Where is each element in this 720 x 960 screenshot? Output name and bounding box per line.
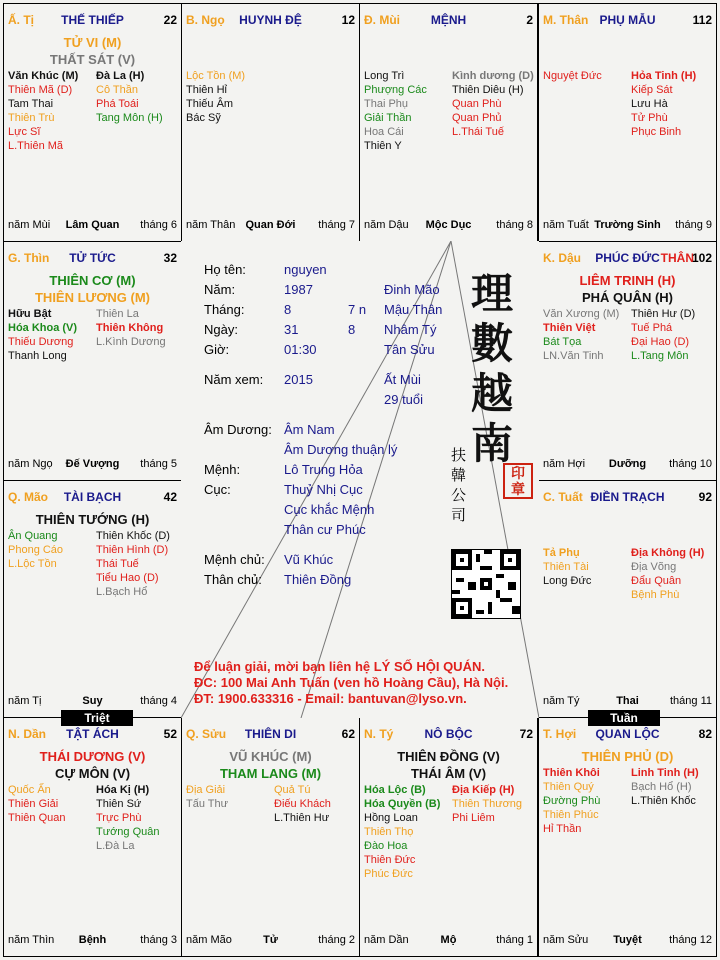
main-star: THÁI DƯƠNG (V) xyxy=(39,749,146,764)
triet-badge: Triệt xyxy=(61,710,133,726)
minor-star: Nguyệt Đức xyxy=(543,70,602,82)
minor-star: Bạch Hổ (H) xyxy=(631,781,692,793)
palace-month: tháng 1 xyxy=(496,934,533,946)
minor-star: Đại Hao (D) xyxy=(631,336,690,348)
palace-number: 12 xyxy=(341,13,355,27)
palace-year: năm Tuất xyxy=(543,219,589,231)
palace-month: tháng 5 xyxy=(140,458,177,470)
minor-star: L.Bạch Hổ xyxy=(96,586,148,598)
amduong-relation: Âm Dương thuận lý xyxy=(284,442,398,457)
palace-number: 82 xyxy=(698,727,712,741)
palace-footer xyxy=(8,695,177,709)
minor-star: Ân Quang xyxy=(8,530,58,542)
palace-stage: Trường Sinh xyxy=(594,219,661,231)
minor-star: Thiên Hình (D) xyxy=(96,544,169,556)
palace-header xyxy=(364,727,533,743)
minor-star: Đà La (H) xyxy=(96,70,145,82)
palace-number: 2 xyxy=(526,13,533,27)
palace-stage: Tử xyxy=(263,934,278,946)
palace-footer xyxy=(364,219,533,233)
palace-header xyxy=(8,490,177,506)
than-marker: THÂN xyxy=(660,251,694,265)
main-star: THAM LANG (M) xyxy=(219,766,322,781)
than-chu-label: Thân chủ: xyxy=(204,572,262,587)
minor-star: Thiên Tài xyxy=(543,561,589,573)
palace-stage: Tuyệt xyxy=(613,934,642,946)
palace-number: 52 xyxy=(163,727,177,741)
main-star: LIÊM TRINH (H) xyxy=(579,273,676,288)
minor-star: Kình dương (D) xyxy=(452,70,534,82)
main-stars xyxy=(182,748,359,782)
palace-title: TÀI BẠCH xyxy=(63,490,122,504)
main-star: THIÊN TƯỚNG (H) xyxy=(35,512,150,527)
main-star: TỬ VI (M) xyxy=(63,35,122,50)
minor-star: Quốc Ấn xyxy=(8,784,51,796)
month-value: 8 xyxy=(284,302,292,317)
main-stars xyxy=(4,748,181,782)
cuc-value: Thuỷ Nhị Cục xyxy=(284,482,363,497)
minor-star: Bác Sỹ xyxy=(186,112,221,124)
palace-title: NÔ BỘC xyxy=(424,727,473,741)
palace-branch: T. Hợi xyxy=(543,727,577,741)
palace-header xyxy=(543,490,712,506)
palace-branch: B. Ngọ xyxy=(186,13,225,27)
palace-stage: Dưỡng xyxy=(608,458,647,470)
minor-star: Tả Phụ xyxy=(543,547,580,559)
palace-branch: Q. Sửu xyxy=(186,727,227,741)
menh-chu-value: Vũ Khúc xyxy=(284,552,334,567)
palace-title: ĐIỀN TRẠCH xyxy=(590,490,665,504)
minor-star: Thiên Thương xyxy=(452,798,523,810)
palace-branch: M. Thân xyxy=(543,13,589,27)
minor-star: Phúc Đức xyxy=(364,868,413,880)
small-calligraphy: 扶 韓 公 司 xyxy=(451,447,467,524)
qr-code[interactable] xyxy=(451,549,521,619)
minor-star: Thiên Quý xyxy=(543,781,594,793)
contact-line-1: Để luận giải, mời bạn liên hệ LÝ SỐ HỘI QUÁN. xyxy=(194,659,485,674)
palace-title: MỆNH xyxy=(430,13,467,27)
amduong-value: Âm Nam xyxy=(284,422,335,437)
minor-star: Quả Tú xyxy=(274,784,311,796)
minor-star: L.Thái Tuế xyxy=(452,126,504,138)
minor-star: Hoa Cái xyxy=(364,126,404,138)
palace-stage: Đế Vượng xyxy=(65,458,120,470)
minor-star: Thiên Không xyxy=(96,322,164,334)
palace-title: PHỤ MẪU xyxy=(599,13,656,27)
palace-than[interactable] xyxy=(538,3,717,242)
palace-header xyxy=(543,727,712,743)
minor-star: Tuế Phá xyxy=(631,322,673,334)
menh-value: Lô Trung Hỏa xyxy=(284,462,363,477)
minor-star: Hóa Lộc (B) xyxy=(364,784,426,796)
minor-star: L.Tang Môn xyxy=(631,350,689,362)
palace-mui[interactable] xyxy=(359,3,538,242)
minor-star: Tiểu Hao (D) xyxy=(96,572,159,584)
palace-title: THIÊN DI xyxy=(244,727,297,741)
minor-star: Thiên Phúc xyxy=(543,809,599,821)
main-stars xyxy=(4,34,181,68)
than-position: Thân cư Phúc xyxy=(284,522,366,537)
year-label: Năm: xyxy=(204,282,236,297)
minor-star: Thiên Y xyxy=(364,140,402,152)
main-star: PHÁ QUÂN (H) xyxy=(582,290,673,305)
palace-footer xyxy=(543,934,712,948)
minor-star: Bát Tọa xyxy=(543,336,582,348)
calligraphy-char-2: 數 xyxy=(471,319,514,368)
name-value: nguyen xyxy=(284,262,327,277)
left-stars xyxy=(8,307,77,363)
minor-star: Thiên Trù xyxy=(8,112,55,124)
palace-year: năm Dần xyxy=(364,934,409,946)
palace-stage: Quan Đới xyxy=(245,219,296,231)
minor-star: Phá Toái xyxy=(96,98,139,110)
minor-star: Phi Liêm xyxy=(452,812,495,824)
minor-star: Đẩu Quân xyxy=(631,575,682,587)
palace-branch: Ấ. Tị xyxy=(8,13,34,27)
palace-suu[interactable] xyxy=(181,717,360,957)
palace-stage: Suy xyxy=(82,695,103,707)
view-year-can: Ất Mùi xyxy=(384,372,421,387)
palace-year: năm Dậu xyxy=(364,219,409,231)
minor-star: Bệnh Phù xyxy=(631,589,680,601)
minor-star: Đường Phù xyxy=(543,795,601,807)
minor-star: L.Thiên Mã xyxy=(8,140,64,152)
main-star: THÁI ÂM (V) xyxy=(410,766,487,781)
minor-star: Thiên Sứ xyxy=(96,798,142,810)
minor-star: Thiếu Dương xyxy=(8,336,74,348)
right-stars xyxy=(452,783,522,825)
palace-footer xyxy=(364,934,533,948)
minor-star: Địa Kiếp (H) xyxy=(452,784,515,796)
minor-star: Thiên Việt xyxy=(543,322,596,334)
left-stars xyxy=(543,307,619,363)
day-value: 31 xyxy=(284,322,299,337)
left-stars xyxy=(543,546,591,588)
menh-label: Mệnh: xyxy=(204,462,241,477)
minor-star: Hữu Bật xyxy=(8,308,52,320)
palace-month: tháng 10 xyxy=(669,458,712,470)
minor-star: Địa Võng xyxy=(631,561,677,573)
cuc-relation: Cục khắc Mệnh xyxy=(284,502,375,517)
main-star: THIÊN PHỦ (D) xyxy=(581,749,674,764)
contact-line-2: ĐC: 100 Mai Anh Tuấn (ven hồ Hoàng Cầu), Hà Nội. xyxy=(194,675,509,690)
calligraphy-char-3: 越 xyxy=(471,369,514,418)
minor-star: Tam Thai xyxy=(8,98,54,110)
palace-footer xyxy=(543,219,712,233)
palace-header xyxy=(8,251,177,267)
left-stars xyxy=(8,69,78,153)
minor-star: Quan Phủ xyxy=(452,112,502,124)
right-stars xyxy=(96,307,166,349)
palace-footer xyxy=(8,934,177,948)
right-stars xyxy=(96,69,163,125)
minor-star: Lộc Tồn (M) xyxy=(186,70,246,82)
minor-star: Linh Tinh (H) xyxy=(631,767,699,779)
palace-stage: Lâm Quan xyxy=(65,219,120,231)
palace-footer xyxy=(543,458,712,472)
view-year-value: 2015 xyxy=(284,372,313,387)
view-year-label: Năm xem: xyxy=(204,372,264,387)
main-star: THIÊN CƠ (M) xyxy=(49,273,136,288)
minor-star: Tấu Thư xyxy=(186,798,229,810)
palace-number: 102 xyxy=(691,251,712,265)
hour-label: Giờ: xyxy=(204,342,230,357)
main-star: CỰ MÔN (V) xyxy=(54,766,131,781)
palace-ti[interactable] xyxy=(3,3,182,242)
palace-branch: K. Dậu xyxy=(543,251,582,265)
right-stars xyxy=(96,529,170,599)
minor-star: Điếu Khách xyxy=(274,798,331,810)
minor-star: Tang Môn (H) xyxy=(96,112,163,124)
amduong-label: Âm Dương: xyxy=(204,422,272,437)
palace-branch: Q. Mão xyxy=(8,490,49,504)
palace-stage: Thai xyxy=(616,695,639,707)
palace-month: tháng 3 xyxy=(140,934,177,946)
minor-star: Long Đức xyxy=(543,575,592,587)
red-seal-stamp: 印 章 xyxy=(503,463,533,499)
contact-line-3: ĐT: 1900.633316 - Email: bantuvan@lyso.vn. xyxy=(194,691,467,706)
than-chu-value: Thiên Đồng xyxy=(284,572,352,587)
main-star: THIÊN LƯƠNG (M) xyxy=(34,290,151,305)
age-value: 29 tuổi xyxy=(384,392,424,407)
palace-branch: G. Thìn xyxy=(8,251,50,265)
hour-can: Tân Sửu xyxy=(384,342,435,357)
palace-number: 22 xyxy=(163,13,177,27)
minor-star: Giải Thần xyxy=(364,112,412,124)
palace-month: tháng 8 xyxy=(496,219,533,231)
palace-year: năm Ngọ xyxy=(8,458,53,470)
minor-star: Thiên Mã (D) xyxy=(8,84,73,96)
right-stars xyxy=(631,546,704,602)
left-stars xyxy=(543,766,600,836)
left-stars xyxy=(186,783,228,811)
minor-star: L.Đà La xyxy=(96,840,135,852)
palace-number: 72 xyxy=(519,727,533,741)
main-stars xyxy=(360,748,537,782)
calligraphy-char-4: 南 xyxy=(471,419,514,468)
minor-star: Thiên Hỉ xyxy=(186,84,227,96)
minor-star: Phong Cáo xyxy=(8,544,64,556)
minor-star: Long Trì xyxy=(364,70,405,82)
palace-title: QUAN LỘC xyxy=(595,727,660,741)
palace-dan[interactable] xyxy=(3,717,182,957)
palace-title: THẾ THIẾP xyxy=(61,13,124,27)
day-label: Ngày: xyxy=(204,322,238,337)
main-star: THIÊN ĐỒNG (V) xyxy=(397,749,500,764)
palace-ty[interactable] xyxy=(359,717,538,957)
palace-number: 112 xyxy=(692,13,712,27)
left-stars xyxy=(8,783,65,825)
palace-year: năm Tý xyxy=(543,695,580,707)
palace-month: tháng 9 xyxy=(675,219,712,231)
minor-star: L.Lộc Tồn xyxy=(8,558,57,570)
minor-star: Phượng Các xyxy=(364,84,427,96)
palace-number: 92 xyxy=(698,490,712,504)
month-can: Mậu Thân xyxy=(384,302,443,317)
left-stars xyxy=(186,69,245,125)
main-stars xyxy=(4,511,181,528)
palace-year: năm Thìn xyxy=(8,934,55,946)
month-lunar: 7 n xyxy=(348,302,367,317)
minor-star: Thiên Hư (D) xyxy=(631,308,696,320)
palace-number: 32 xyxy=(163,251,177,265)
menh-chu-label: Mệnh chủ: xyxy=(204,552,265,567)
minor-star: Lưu Hà xyxy=(631,98,668,110)
minor-star: Thanh Long xyxy=(8,350,67,362)
left-stars xyxy=(543,69,602,83)
palace-year: năm Hợi xyxy=(543,458,586,470)
minor-star: Thiên Diêu (H) xyxy=(452,84,524,96)
palace-dau[interactable] xyxy=(538,241,717,481)
palace-branch: Đ. Mùi xyxy=(364,13,400,27)
minor-star: Hóa Quyền (B) xyxy=(364,798,441,810)
minor-star: Hóa Khoa (V) xyxy=(8,322,78,334)
minor-star: Địa Không (H) xyxy=(631,547,705,559)
minor-star: Văn Khúc (M) xyxy=(8,70,79,82)
palace-header xyxy=(8,727,177,743)
right-stars xyxy=(96,783,160,853)
minor-star: Thiên Đức xyxy=(364,854,416,866)
palace-title: HUYNH ĐỆ xyxy=(239,13,302,27)
palace-footer xyxy=(8,458,177,472)
palace-year: năm Thân xyxy=(186,219,236,231)
palace-header xyxy=(186,727,355,743)
minor-star: Văn Xương (M) xyxy=(543,308,620,320)
palace-month: tháng 12 xyxy=(669,934,712,946)
day-lunar: 8 xyxy=(348,322,356,337)
palace-month: tháng 4 xyxy=(140,695,177,707)
main-stars xyxy=(4,272,181,306)
minor-star: Trực Phù xyxy=(96,812,142,824)
minor-star: L.Thiên Hư xyxy=(274,812,330,824)
palace-number: 42 xyxy=(163,490,177,504)
minor-star: L.Kình Dương xyxy=(96,336,166,348)
center-info-panel xyxy=(181,241,539,718)
palace-ngo[interactable] xyxy=(181,3,360,242)
palace-header xyxy=(543,13,712,29)
palace-stage: Bệnh xyxy=(78,934,107,946)
palace-year: năm Mùi xyxy=(8,219,51,231)
palace-header xyxy=(186,13,355,29)
palace-branch: N. Tý xyxy=(364,727,394,741)
palace-year: năm Tị xyxy=(8,695,42,707)
minor-star: Thai Phụ xyxy=(364,98,409,110)
main-star: VŨ KHÚC (M) xyxy=(229,749,312,764)
minor-star: Hỏa Tinh (H) xyxy=(631,70,697,82)
minor-star: LN.Văn Tinh xyxy=(543,350,604,362)
minor-star: Thiên Quan xyxy=(8,812,66,824)
year-value: 1987 xyxy=(284,282,313,297)
main-star: THẤT SÁT (V) xyxy=(49,52,136,67)
palace-hoi[interactable] xyxy=(538,717,717,957)
palace-branch: C. Tuất xyxy=(543,490,583,504)
year-can: Đinh Mão xyxy=(384,282,440,297)
palace-branch: N. Dần xyxy=(8,727,47,741)
left-stars xyxy=(364,69,427,153)
cuc-label: Cục: xyxy=(204,482,231,497)
minor-star: Thiếu Âm xyxy=(186,98,234,110)
palace-title: PHÚC ĐỨC xyxy=(595,251,660,265)
palace-month: tháng 7 xyxy=(318,219,355,231)
minor-star: Quan Phù xyxy=(452,98,502,110)
palace-footer xyxy=(8,219,177,233)
palace-mao[interactable] xyxy=(3,480,182,718)
minor-star: Địa Giải xyxy=(186,784,226,796)
minor-star: Tướng Quân xyxy=(96,826,160,838)
minor-star: Thái Tuế xyxy=(96,558,139,570)
palace-stage: Mộc Dục xyxy=(425,219,472,231)
main-stars xyxy=(539,748,716,765)
minor-star: Thiên Thọ xyxy=(364,826,414,838)
minor-star: Thiên Khốc (D) xyxy=(96,530,170,542)
palace-header xyxy=(364,13,533,29)
minor-star: Hóa Kị (H) xyxy=(96,784,150,796)
palace-tuat[interactable] xyxy=(538,480,717,718)
minor-star: Tử Phù xyxy=(631,112,668,124)
minor-star: L.Thiên Khốc xyxy=(631,795,696,807)
minor-star: Kiếp Sát xyxy=(631,84,673,96)
palace-header xyxy=(543,251,712,267)
palace-year: năm Sửu xyxy=(543,934,589,946)
palace-number: 62 xyxy=(341,727,355,741)
palace-thin[interactable] xyxy=(3,241,182,481)
main-stars xyxy=(539,272,716,306)
name-label: Họ tên: xyxy=(204,262,246,277)
palace-title: TỬ TỨC xyxy=(69,251,116,265)
minor-star: Đào Hoa xyxy=(364,840,408,852)
minor-star: Hỉ Thần xyxy=(543,823,582,835)
left-stars xyxy=(364,783,440,881)
minor-star: Phục Binh xyxy=(631,126,682,138)
palace-month: tháng 2 xyxy=(318,934,355,946)
palace-footer xyxy=(186,934,355,948)
right-stars xyxy=(631,307,695,363)
right-stars xyxy=(274,783,331,825)
right-stars xyxy=(631,69,696,139)
palace-title: TẬT ÁCH xyxy=(66,727,119,741)
right-stars xyxy=(452,69,534,139)
minor-star: Thiên La xyxy=(96,308,139,320)
calligraphy-char-1: 理 xyxy=(471,269,514,318)
palace-month: tháng 6 xyxy=(140,219,177,231)
minor-star: Thiên Khôi xyxy=(543,767,600,779)
right-stars xyxy=(631,766,699,808)
day-can: Nhâm Tý xyxy=(384,322,437,337)
palace-year: năm Mão xyxy=(186,934,232,946)
palace-stage: Mộ xyxy=(440,934,457,946)
month-label: Tháng: xyxy=(204,302,245,317)
hour-value: 01:30 xyxy=(284,342,317,357)
palace-footer xyxy=(543,695,712,709)
palace-header xyxy=(8,13,177,29)
tuan-badge: Tuần xyxy=(588,710,660,726)
minor-star: Thiên Giải xyxy=(8,798,59,810)
minor-star: Hồng Loan xyxy=(364,812,418,824)
palace-footer xyxy=(186,219,355,233)
left-stars xyxy=(8,529,63,571)
minor-star: Lực Sĩ xyxy=(8,126,41,138)
minor-star: Cô Thần xyxy=(96,84,138,96)
palace-month: tháng 11 xyxy=(669,695,712,707)
